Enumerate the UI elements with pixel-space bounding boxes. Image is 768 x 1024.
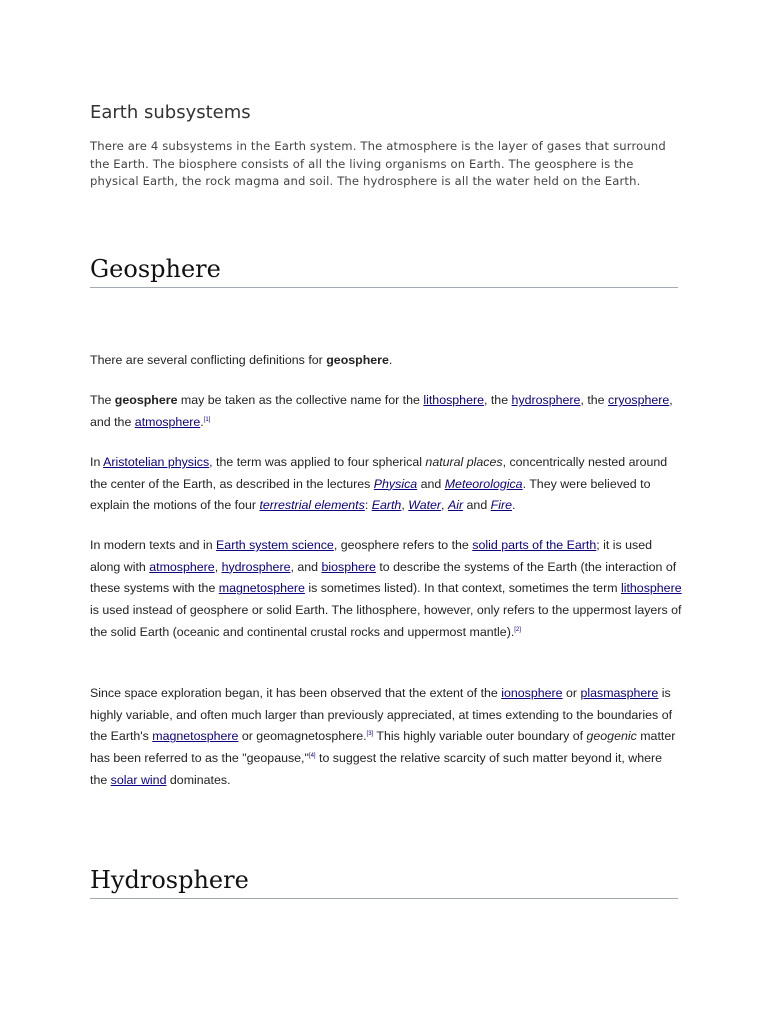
text-span: ; it is used along with <box>90 538 653 574</box>
text-span: or geomagnetosphere. <box>238 729 367 744</box>
link-hydrosphere[interactable]: hydrosphere <box>511 393 581 407</box>
reference-2[interactable]: [2] <box>514 626 521 633</box>
link-hydrosphere[interactable]: hydrosphere <box>221 559 291 574</box>
reference-3[interactable]: [3] <box>366 731 374 738</box>
text-span: is sometimes listed). In that context, sometimes the term <box>304 581 621 596</box>
link-magnetosphere[interactable]: magnetosphere <box>218 581 305 596</box>
text-span: and <box>417 476 445 491</box>
bold-term: geosphere <box>114 393 178 407</box>
link-solid-parts-of-the-earth[interactable]: solid parts of the Earth <box>472 538 597 552</box>
hydrosphere-heading-rule <box>90 898 678 899</box>
hydrosphere-heading: Hydrosphere <box>90 866 249 894</box>
text-span: dominates. <box>166 772 231 787</box>
geosphere-paragraph-3 <box>90 452 682 517</box>
intro-title: Earth subsystems <box>90 102 251 123</box>
link-air[interactable]: Air <box>447 498 464 513</box>
text-span: is used instead of geosphere or solid Earth. The lithosphere, however, only refers to the uppermost layers of the solid Earth (oceanic and continental crustal rocks and uppermost mantle). <box>90 603 682 639</box>
text-span: matter has been referred to as the "geopause," <box>90 729 676 766</box>
text-span: There are several conflicting definitions for <box>90 353 327 367</box>
link-solar-wind[interactable]: solar wind <box>110 772 167 787</box>
text-span: , geosphere refers to the <box>333 538 473 552</box>
text-span: . <box>388 353 393 367</box>
link-physica[interactable]: Physica <box>373 476 418 491</box>
text-span: Since space exploration began, it has been observed that the extent of the <box>90 686 502 700</box>
link-biosphere[interactable]: biosphere <box>321 559 376 574</box>
text-span: , the term was applied to four spherical <box>209 455 426 469</box>
link-terrestrial-elements[interactable]: terrestrial elements <box>259 498 365 513</box>
link-fire[interactable]: Fire <box>490 498 512 513</box>
text-span: may be taken as the collective name for the <box>177 393 424 407</box>
link-ionosphere[interactable]: ionosphere <box>501 686 563 700</box>
text-span: to describe the systems of the Earth (the interaction of these systems with the <box>90 559 677 596</box>
text-span: and <box>463 498 491 513</box>
link-lithosphere[interactable]: lithosphere <box>620 581 682 596</box>
text-span: . They were believed to explain the motions of the four <box>90 476 651 513</box>
text-span: . <box>512 498 516 513</box>
text-span: In modern texts and in <box>90 538 217 552</box>
text-span: This highly variable outer boundary of <box>373 729 587 744</box>
intro-paragraph: There are 4 subsystems in the Earth system. The atmosphere is the layer of gases that surround the Earth. The biosphere consists of all the living organisms on Earth. The geosphere is the physical Earth, the rock magma and soil. The hydrosphere is all the water held on the Earth. <box>90 139 666 188</box>
reference-1[interactable]: [1] <box>203 416 211 423</box>
text-span: is highly variable, and often much larger than previously appreciated, at times extending to the boundaries of the Earth's <box>90 686 673 744</box>
link-earth-system-science[interactable]: Earth system science <box>216 538 334 552</box>
link-magnetosphere[interactable]: magnetosphere <box>152 729 239 744</box>
text-span: , and the <box>90 393 673 429</box>
geosphere-paragraph-1 <box>90 350 682 372</box>
link-cryosphere[interactable]: cryosphere <box>608 393 670 407</box>
geosphere-heading-rule <box>90 287 678 288</box>
link-water[interactable]: Water <box>408 498 442 513</box>
text-span: , the <box>483 393 512 407</box>
link-meteorologica[interactable]: Meteorologica <box>444 476 523 491</box>
text-span: , the <box>580 393 608 407</box>
text-span: . <box>200 414 204 429</box>
text-span: to suggest the relative scarcity of such matter beyond it, where the <box>90 751 662 787</box>
text-span: , <box>401 498 409 513</box>
link-aristotelian-physics[interactable]: Aristotelian physics <box>103 455 210 469</box>
link-plasmasphere[interactable]: plasmasphere <box>580 686 659 700</box>
text-span: The <box>90 393 115 407</box>
text-span: , and <box>290 559 322 574</box>
link-lithosphere[interactable]: lithosphere <box>423 393 484 407</box>
italic-term: geogenic <box>586 729 637 744</box>
bold-term: geosphere <box>326 353 389 367</box>
text-span: , concentrically nested around the center of the Earth, as described in the lectures <box>90 455 668 491</box>
link-atmosphere[interactable]: atmosphere <box>149 559 215 574</box>
reference-4[interactable]: [4] <box>308 753 316 760</box>
text-span: , <box>214 559 222 574</box>
italic-term: natural places <box>425 455 503 469</box>
geosphere-paragraph-5 <box>90 683 682 792</box>
geosphere-heading: Geosphere <box>90 255 221 283</box>
text-span: In <box>90 455 104 469</box>
text-span: , <box>441 498 448 513</box>
link-earth[interactable]: Earth <box>371 498 402 513</box>
geosphere-paragraph-2 <box>90 390 682 433</box>
text-span: : <box>364 498 372 513</box>
link-atmosphere[interactable]: atmosphere <box>134 414 201 429</box>
geosphere-paragraph-4 <box>90 535 682 644</box>
text-span: or <box>562 686 581 700</box>
